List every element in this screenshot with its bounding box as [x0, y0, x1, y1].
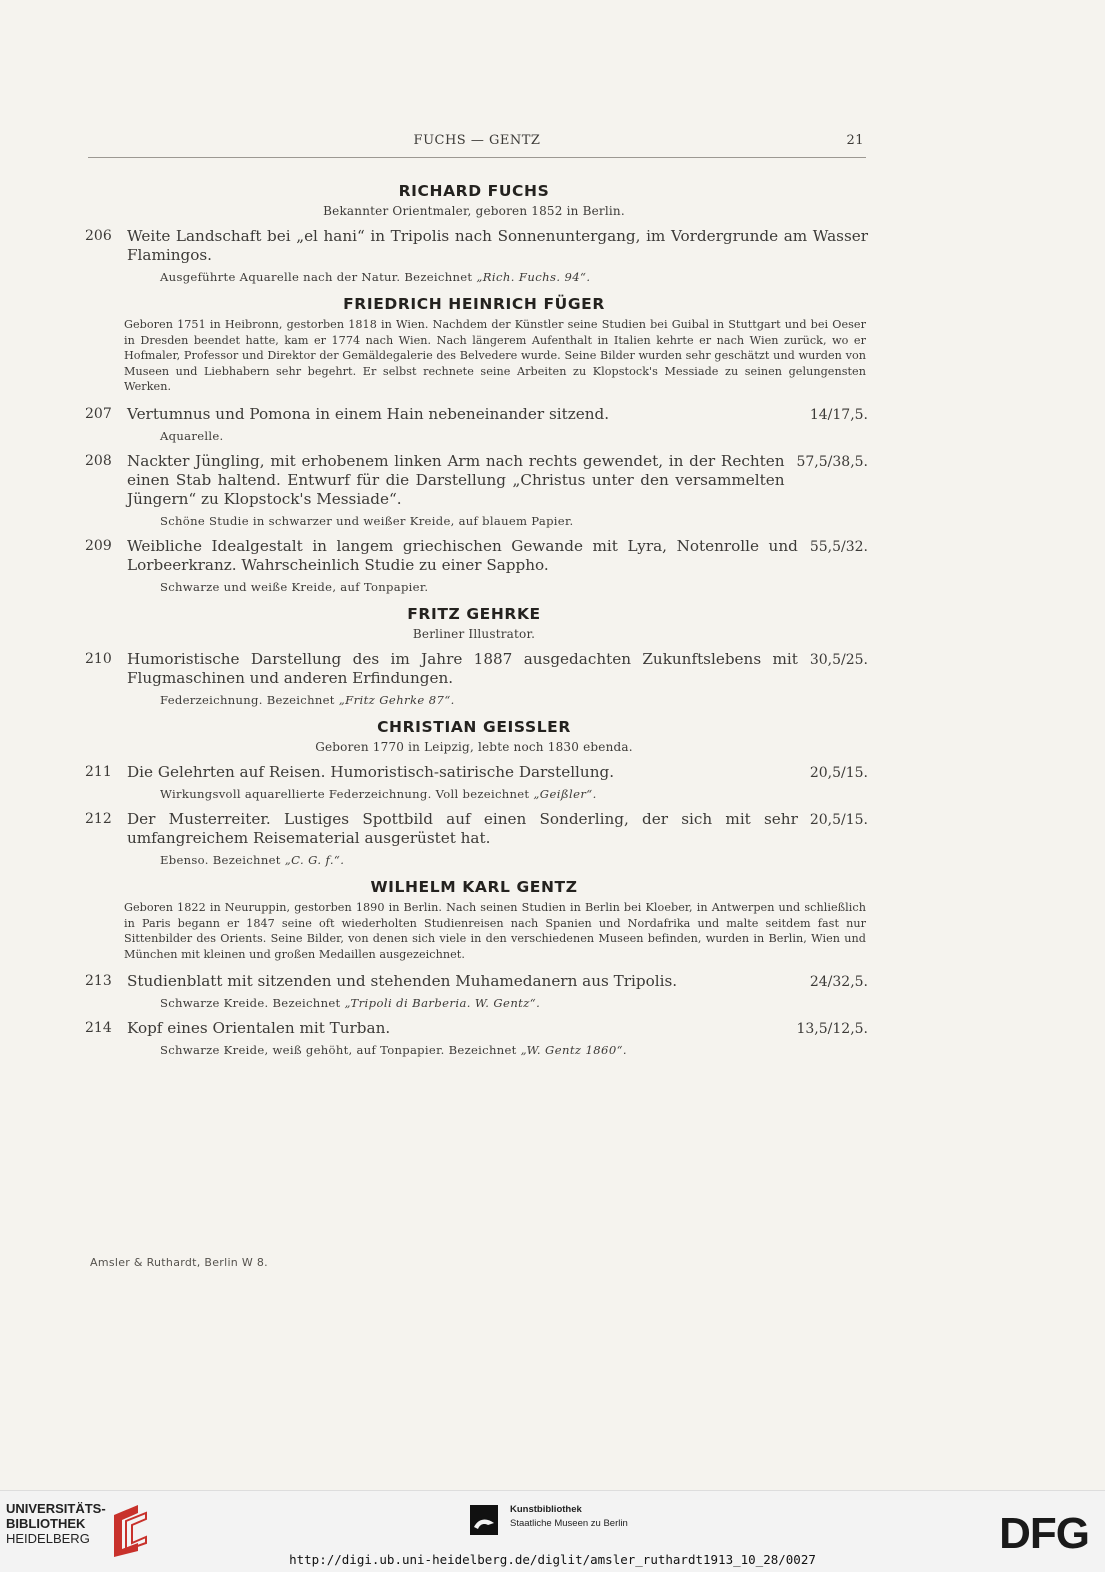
lot-number: 212 [85, 810, 112, 827]
catalog-entry [80, 452, 868, 529]
lot-description [127, 227, 868, 265]
artist-section [80, 878, 868, 1058]
kunstbibliothek-text [510, 1503, 628, 1531]
lot-description [127, 650, 868, 688]
artist-subtitle: Geboren 1770 in Leipzig, lebte noch 1830 ebenda. [315, 739, 633, 754]
catalog-entry [80, 227, 868, 285]
artist-name: FRIEDRICH HEINRICH FÜGER [343, 295, 605, 313]
catalog-entry [80, 972, 868, 1011]
lot-note-text: Federzeichnung. Bezeichnet [160, 692, 339, 707]
lot-note-text: Schwarze und weiße Kreide, auf Tonpapier. [160, 579, 429, 594]
lot-title: Kopf eines Orientalen mit Turban. [127, 1019, 391, 1038]
kunstbibliothek-logo[interactable] [470, 1501, 670, 1541]
artist-subtitle: Berliner Illustrator. [412, 626, 536, 641]
artist-subtitle: Bekannter Orientmaler, geboren 1852 in Berlin. [323, 204, 625, 218]
lot-number: 208 [85, 452, 112, 469]
ub-line2: BIBLIOTHEK [6, 1516, 86, 1531]
ub-emblem-icon [108, 1503, 152, 1557]
kb-line1: Kunstbibliothek [510, 1504, 582, 1515]
lot-dimensions: 57,5/38,5. [796, 453, 868, 470]
lot-dimensions: 20,5/15. [809, 764, 868, 781]
artist-biography: Geboren 1822 in Neuruppin, gestorben 1890 in Berlin. Nach seinen Studien in Berlin bei Kloeber, in Antwerpen und schließlich in Paris begann er 1847 seine oft wiederholten Studienreisen nach Spanien und Nordafrika und malte seitdem fast nur Sittenbilder des Orients. Seine Bilder, von denen sich viele in den verschiedenen Museen befinden, wurden in Berlin, Wien und München mit kleinen und großen Medaillen ausgezeichnet. [124, 900, 866, 961]
lot-note-text: Wirkungsvoll aquarellierte Federzeichnung. Voll bezeichnet [160, 786, 534, 801]
kb-line2: Staatliche Museen zu Berlin [510, 1518, 628, 1529]
artist-section [80, 295, 868, 595]
permalink-url[interactable]: http://digi.ub.uni-heidelberg.de/diglit/amsler_ruthardt1913_10_28/0027 [289, 1552, 816, 1567]
lot-title: Die Gelehrten auf Reisen. Humoristisch-satirische Darstellung. [127, 762, 615, 781]
lot-note [160, 995, 868, 1011]
lot-signature: „C. G. f.“. [284, 852, 345, 867]
lot-note-text: Aquarelle. [160, 428, 224, 443]
lot-number: 206 [85, 228, 112, 244]
artist-section [80, 605, 868, 708]
lot-dimensions: 24/32,5. [809, 974, 868, 991]
lot-note [160, 513, 868, 529]
lot-note [160, 269, 868, 285]
header-title: FUCHS — GENTZ [413, 133, 541, 148]
lot-note [160, 1042, 868, 1058]
lot-title: Vertumnus und Pomona in einem Hain nebeneinander sitzend. [127, 404, 610, 423]
artist-section [80, 718, 868, 868]
ub-heidelberg-logo[interactable] [6, 1501, 156, 1557]
catalog-entry [80, 1019, 868, 1058]
lot-signature: „Tripoli di Barberia. W. Gentz“. [344, 996, 541, 1011]
lot-dimensions: 14/17,5. [809, 406, 868, 423]
lot-description [127, 810, 868, 848]
lot-note [160, 852, 868, 868]
lot-number: 210 [85, 650, 112, 667]
artist-name: WILHELM KARL GENTZ [370, 877, 578, 896]
lot-note-text: Schwarze Kreide, weiß gehöht, auf Tonpapier. Bezeichnet [160, 1043, 521, 1058]
lot-title: Weibliche Idealgestalt in langem griechischen Gewande mit Lyra, Notenrolle und Lorbeerkranz. Wahrscheinlich Studie zu einer Sappho. [127, 536, 798, 574]
lot-description [127, 1019, 868, 1038]
lot-note [160, 428, 868, 444]
lot-description [127, 972, 868, 991]
lot-description [127, 405, 868, 424]
lot-number: 214 [85, 1020, 112, 1037]
catalog-entry [80, 763, 868, 802]
lot-dimensions: 13,5/12,5. [796, 1021, 868, 1038]
artist-name: FRITZ GEHRKE [407, 604, 541, 623]
lot-note-text: Schwarze Kreide. Bezeichnet [160, 996, 345, 1011]
catalog-entry [80, 537, 868, 595]
lot-number: 207 [85, 405, 112, 422]
ub-logo-text [6, 1501, 106, 1546]
lot-signature: „Rich. Fuchs. 94“. [476, 270, 591, 284]
lot-note [160, 579, 868, 595]
catalog-entry [80, 405, 868, 444]
lot-title: Humoristische Darstellung des im Jahre 1887 ausgedachten Zukunftslebens mit Flugmaschinen und anderen Erfindungen. [127, 649, 798, 687]
lot-note [160, 786, 868, 802]
lot-description [127, 452, 868, 509]
running-header [88, 133, 866, 153]
lot-signature: „W. Gentz 1860“. [520, 1043, 628, 1058]
catalog-entry [80, 810, 868, 868]
printer-imprint: Amsler & Ruthardt, Berlin W 8. [90, 1256, 268, 1269]
catalog-entry [80, 650, 868, 708]
page-number: 21 [846, 133, 864, 148]
kunstbibliothek-mark-icon [470, 1505, 498, 1535]
lot-note [160, 692, 868, 708]
lot-dimensions: 55,5/32. [809, 538, 868, 555]
artist-name: CHRISTIAN GEISSLER [377, 717, 571, 736]
catalog-content [80, 172, 868, 1066]
lot-title: Nackter Jüngling, mit erhobenem linken Arm nach rechts gewendet, in der Rechten einen Stab haltend. Entwurf für die Darstellung „Christus unter den versammelten Jüngern“ zu Klopstock's Messiade“. [127, 451, 785, 508]
lot-title: Der Musterreiter. Lustiges Spottbild auf einen Sonderling, der sich mit sehr umfangreichem Reisematerial ausgerüstet hat. [127, 809, 798, 847]
artist-biography: Geboren 1751 in Heibronn, gestorben 1818 in Wien. Nachdem der Künstler seine Studien bei Guibal in Stuttgart und bei Oeser in Dresden beendet hatte, kam er 1774 nach Wien. Nach längerem Aufenthalt in Italien kehrte er nach Wien zurück, wo er Hofmaler, Professor und Direktor der Gemäldegalerie des Belvedere wurde. Seine Bilder wurden sehr geschätzt und wurden von Museen und Liebhabern sehr begehrt. Er selbst rechnete seine Arbeiten zu Klopstock's Messiade zu seinen gelungensten Werken. [124, 318, 866, 394]
lot-dimensions: 30,5/25. [809, 651, 868, 668]
lot-title: Weite Landschaft bei „el hani“ in Tripolis nach Sonnenuntergang, im Vordergrunde am Wasser Flamingos. [127, 227, 868, 264]
lot-note-text: Ausgeführte Aquarelle nach der Natur. Bezeichnet [160, 270, 477, 284]
lot-title: Studienblatt mit sitzenden und stehenden Muhamedanern aus Tripolis. [127, 972, 678, 991]
lot-note-text: Ebenso. Bezeichnet [160, 852, 285, 867]
lot-number: 209 [85, 537, 112, 554]
artist-name: RICHARD FUCHS [398, 182, 550, 200]
lot-signature: „Geißler“. [533, 786, 597, 801]
lot-dimensions: 20,5/15. [809, 811, 868, 828]
lot-number: 213 [85, 973, 112, 990]
lot-description [127, 537, 868, 575]
header-rule [88, 157, 866, 158]
lot-note-text: Schöne Studie in schwarzer und weißer Kreide, auf blauem Papier. [160, 513, 574, 528]
dfg-logo[interactable]: DFG [999, 1509, 1089, 1558]
ub-line1: UNIVERSITÄTS- [6, 1501, 106, 1516]
lot-signature: „Fritz Gehrke 87“. [338, 692, 455, 707]
lot-description [127, 763, 868, 782]
lot-number: 211 [85, 763, 112, 780]
artist-section [80, 182, 868, 285]
ub-line3: HEIDELBERG [6, 1531, 90, 1546]
